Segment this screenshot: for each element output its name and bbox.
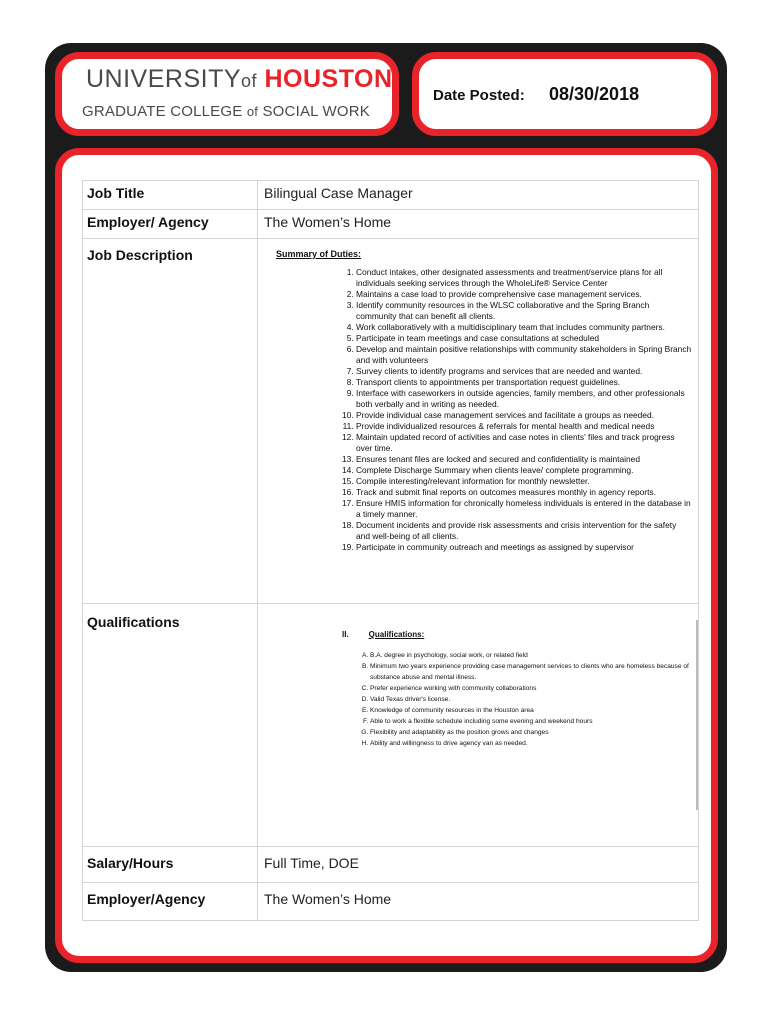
qualification-item: F. Able to work a flexible schedule including some evening and weekend hours bbox=[370, 716, 700, 727]
qualifications-list bbox=[356, 650, 700, 749]
qualification-item: E. Knowledge of community resources in the Houston area bbox=[370, 705, 700, 716]
university-logo bbox=[55, 52, 399, 136]
date-posted-label: Date Posted: bbox=[433, 87, 525, 104]
date-posted-box bbox=[412, 52, 718, 136]
duty-item: 8. Transport clients to appointments per transportation request guidelines. bbox=[356, 377, 692, 388]
duty-item: 13. Ensures tenant files are locked and secured and confidentiality is maintained bbox=[356, 454, 692, 465]
duty-item: 4. Work collaboratively with a multidisciplinary team that includes community partners. bbox=[356, 322, 692, 333]
employer-2-value: The Women’s Home bbox=[258, 883, 699, 921]
qualification-item: A. B.A. degree in psychology, social work, or related field bbox=[370, 650, 700, 661]
salary-value: Full Time, DOE bbox=[258, 847, 699, 883]
qualifications-value bbox=[258, 604, 699, 847]
duty-item: 17. Ensure HMIS information for chronically homeless individuals is entered in the database in a timely manner. bbox=[356, 498, 692, 520]
duty-item: 3. Identify community resources in the WLSC collaborative and the Spring Branch community that can benefit all clients. bbox=[356, 300, 692, 322]
duty-item: 9. Interface with caseworkers in outside agencies, family members, and other professionals both verbally and in writing as needed. bbox=[356, 388, 692, 410]
logo-college-line: GRADUATE COLLEGE of SOCIAL WORK bbox=[82, 103, 370, 120]
date-posted-value: 08/30/2018 bbox=[549, 84, 640, 104]
qualification-item: G. Flexibility and adaptability as the position grows and changes bbox=[370, 727, 700, 738]
duty-item: 11. Provide individualized resources & referrals for mental health and medical needs bbox=[356, 421, 692, 432]
job-title-value: Bilingual Case Manager bbox=[258, 181, 699, 210]
logo-university-line: UNIVERSITYof HOUSTON bbox=[86, 65, 393, 93]
duty-item: 10. Provide individual case management services and facilitate a groups as needed. bbox=[356, 410, 692, 421]
duty-item: 14. Complete Discharge Summary when clients leave/ complete programming. bbox=[356, 465, 692, 476]
duty-item: 16. Track and submit final reports on outcomes measures monthly in agency reports. bbox=[356, 487, 692, 498]
qualification-item: B. Minimum two years experience providing case management services to clients who are homeless because of substance abuse and mental illness. bbox=[370, 661, 700, 683]
row-job-title bbox=[83, 181, 699, 210]
duty-item: 6. Develop and maintain positive relationships with community stakeholders in Spring Branch and with volunteers bbox=[356, 344, 692, 366]
qualifications-label: Qualifications bbox=[83, 604, 258, 847]
duty-item: 5. Participate in team meetings and case consultations at scheduled bbox=[356, 333, 692, 344]
duty-item: 7. Survey clients to identify programs and services that are needed and wanted. bbox=[356, 366, 692, 377]
qualifications-scan bbox=[286, 620, 698, 810]
job-title-label: Job Title bbox=[83, 181, 258, 210]
row-job-description bbox=[83, 239, 699, 604]
qualifications-heading: II. Qualifications: bbox=[342, 630, 425, 639]
duty-item: 18. Document incidents and provide risk assessments and crisis intervention for the safety and well-being of all clients. bbox=[356, 520, 692, 542]
qualification-item: H. Ability and willingness to drive agency van as needed. bbox=[370, 738, 700, 749]
row-employer bbox=[83, 210, 699, 239]
duties-title: Summary of Duties: bbox=[276, 249, 362, 259]
duty-item: 15. Compile interesting/relevant information for monthly newsletter. bbox=[356, 476, 692, 487]
job-description-value bbox=[258, 239, 699, 604]
qualification-item: C. Prefer experience working with community collaborations bbox=[370, 683, 700, 694]
job-info-table bbox=[82, 180, 699, 921]
duties-list bbox=[336, 267, 698, 553]
qualification-item: D. Valid Texas driver's license. bbox=[370, 694, 700, 705]
employer-label: Employer/ Agency bbox=[83, 210, 258, 239]
row-employer-2 bbox=[83, 883, 699, 921]
duty-item: 1. Conduct intakes, other designated assessments and treatment/service plans for all individuals seeking services through the WholeLife® Service Center bbox=[356, 267, 692, 289]
job-description-label: Job Description bbox=[83, 239, 258, 604]
employer-value: The Women’s Home bbox=[258, 210, 699, 239]
duty-item: 12. Maintain updated record of activities and case notes in clients' files and track progress over time. bbox=[356, 432, 692, 454]
salary-label: Salary/Hours bbox=[83, 847, 258, 883]
row-qualifications bbox=[83, 604, 699, 847]
employer-2-label: Employer/Agency bbox=[83, 883, 258, 921]
duty-item: 2. Maintains a case load to provide comprehensive case management services. bbox=[356, 289, 692, 300]
row-salary bbox=[83, 847, 699, 883]
duty-item: 19. Participate in community outreach and meetings as assigned by supervisor bbox=[356, 542, 692, 553]
